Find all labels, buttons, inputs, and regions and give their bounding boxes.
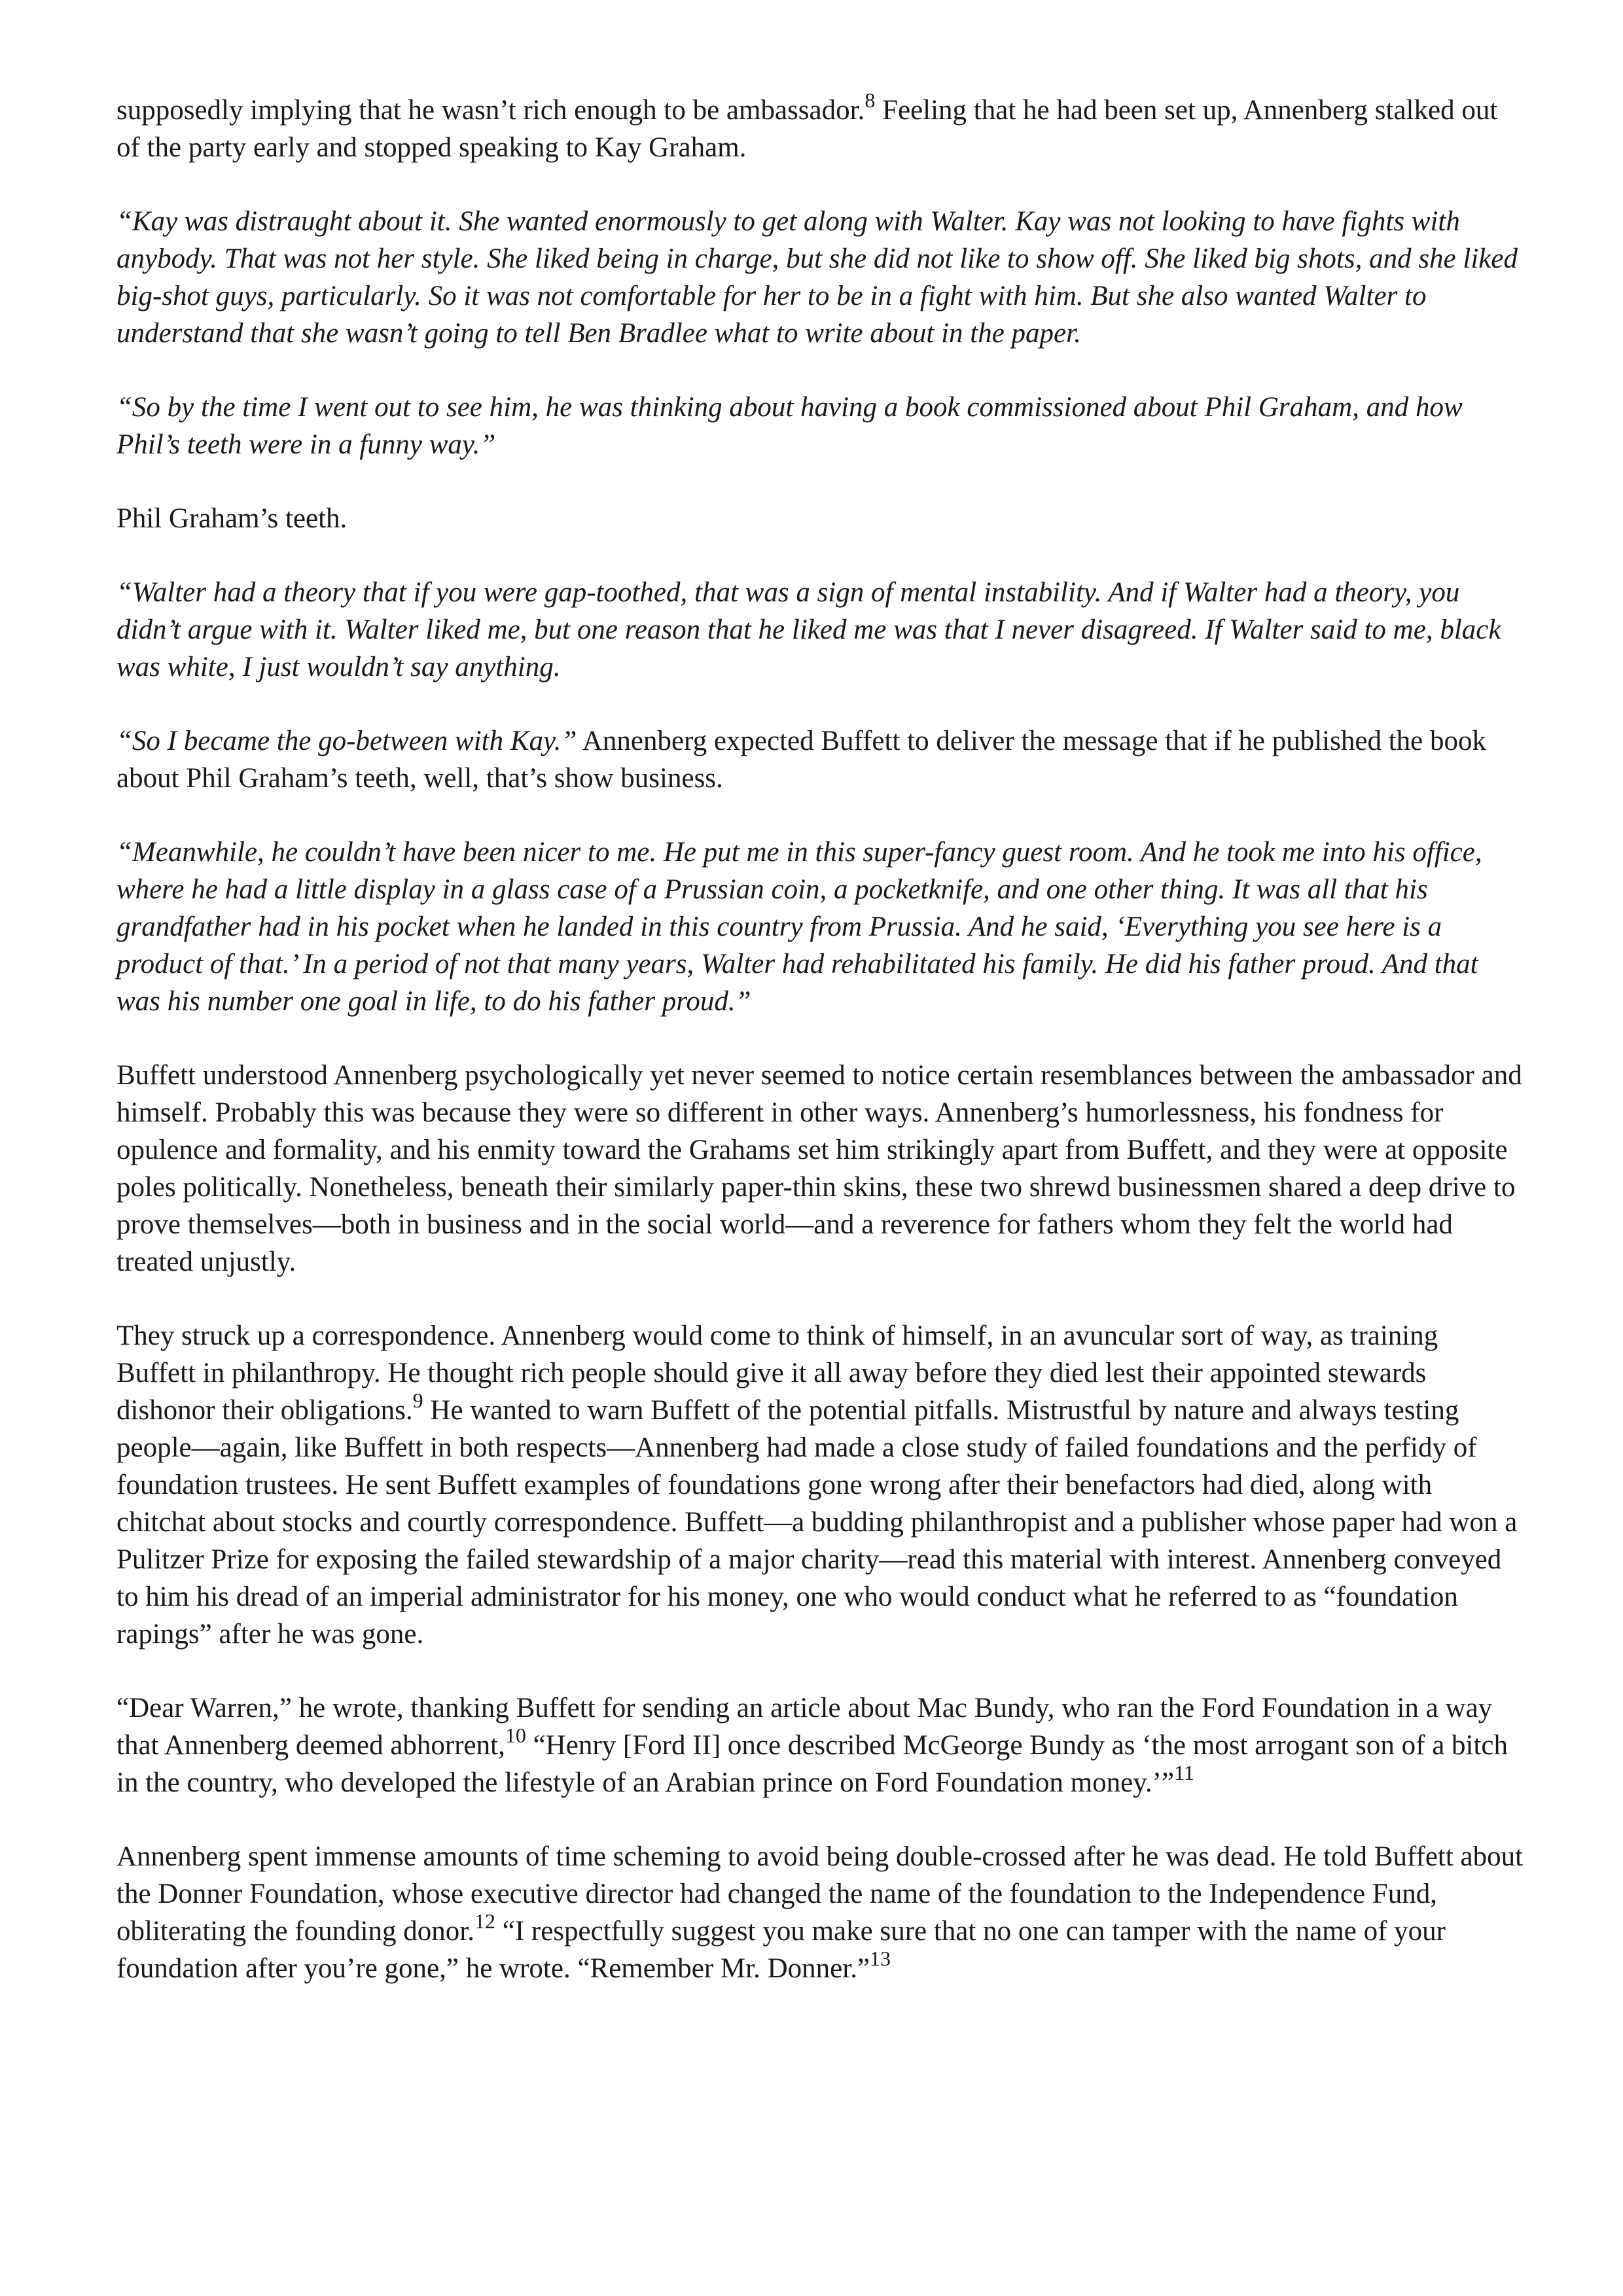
text-run: They struck up a correspondence. Annenberg would come to think of himself, in an avuncular sort of way, as training Buffett in philanthropy. He thought rich people should give it all away before they died lest their appointed stewards dishonor their obligations.	[116, 1320, 1438, 1426]
text-run: Buffett understood Annenberg psychologically yet never seemed to notice certain resemblances between the ambassador and himself. Probably this was because they were so different in other ways. Annenberg’s humorlessness, his fondness for opulence and formality, and his enmity toward the Grahams set him strikingly apart from Buffett, and they were at opposite poles politically. Nonetheless, beneath their similarly paper-thin skins, these two shrewd businessmen shared a deep drive to prove themselves—both in business and in the social world—and a reverence for fathers whom they felt the world had treated unjustly.	[116, 1060, 1522, 1277]
body-paragraph	[116, 500, 1524, 537]
text-run: “Meanwhile, he couldn’t have been nicer to me. He put me in this super-fancy guest room. And he took me into his office, where he had a little display in a glass case of a Prussian coin, a pocketknife, and one other thing. It was all that his grandfather had in his pocket when he landed in this country from Prussia. And he said, ‘Everything you see here is a product of that.’ In a period of not that many years, Walter had rehabilitated his family. He did his father proud. And that was his number one goal in life, to do his father proud.”	[116, 837, 1482, 1017]
body-paragraph	[116, 1838, 1524, 1987]
text-run: “Kay was distraught about it. She wanted enormously to get along with Walter. Kay was not looking to have fights with anybody. That was not her style. She liked being in charge, but she did not like to show off. She liked big shots, and she liked big-shot guys, particularly. So it was not comfortable for her to be in a fight with him. But she also wanted Walter to understand that she wasn’t going to tell Ben Bradlee what to write about in the paper.	[116, 206, 1518, 349]
footnote-marker: 13	[870, 1947, 891, 1970]
text-run: “So I became the go-between with Kay.”	[116, 726, 577, 756]
body-paragraph	[116, 1057, 1524, 1280]
body-paragraph	[116, 88, 1524, 166]
body-paragraph	[116, 203, 1524, 352]
text-run: Annenberg expected Buffett to deliver the message that if he published the book about Phil Graham’s teeth, well, that’s show business.	[116, 726, 1486, 794]
body-paragraph	[116, 1689, 1524, 1801]
body-paragraph	[116, 834, 1524, 1020]
text-run: Feeling that he had been set up, Annenberg stalked out of the party early and stopped speaking to Kay Graham.	[116, 95, 1498, 163]
body-paragraph	[116, 574, 1524, 686]
text-run: “I respectfully suggest you make sure that no one can tamper with the name of your foundation after you’re gone,” he wrote. “Remember Mr. Donner.”	[116, 1916, 1446, 1984]
text-run: He wanted to warn Buffett of the potential pitfalls. Mistrustful by nature and always testing people—again, like Buffett in both respects—Annenberg had made a close study of failed foundations and the perfidy of foundation trustees. He sent Buffett examples of foundations gone wrong after their benefactors had died, along with chitchat about stocks and courtly correspondence. Buffett—a budding philanthropist and a publisher whose paper had won a Pulitzer Prize for exposing the failed stewardship of a major charity—read this material with interest. Annenberg conveyed to him his dread of an imperial administrator for his money, one who would conduct what he referred to as “foundation rapings” after he was gone.	[116, 1395, 1518, 1650]
text-run: “Henry [Ford II] once described McGeorge Bundy as ‘the most arrogant son of a bitch in the country, who developed the lifestyle of an Arabian prince on Ford Foundation money.’”	[116, 1730, 1508, 1798]
footnote-marker: 8	[865, 88, 876, 112]
body-paragraph	[116, 1317, 1524, 1653]
text-run: “Walter had a theory that if you were gap-toothed, that was a sign of mental instability. And if Walter had a theory, you didn’t argue with it. Walter liked me, but one reason that he liked me was that I never disagreed. If Walter said to me, black was white, I just wouldn’t say anything.	[116, 577, 1501, 682]
text-run: supposedly implying that he wasn’t rich enough to be ambassador.	[116, 95, 865, 126]
footnote-marker: 10	[505, 1723, 526, 1747]
body-paragraph	[116, 389, 1524, 463]
text-run: “Dear Warren,” he wrote, thanking Buffett for sending an article about Mac Bundy, who ran the Ford Foundation in a way that Annenberg deemed abhorrent,	[116, 1693, 1493, 1761]
text-run: Annenberg spent immense amounts of time scheming to avoid being double-crossed after he was dead. He told Buffett about the Donner Foundation, whose executive director had changed the name of the foundation to the Independence Fund, obliterating the founding donor.	[116, 1841, 1524, 1947]
document-page	[116, 88, 1524, 2024]
footnote-marker: 9	[412, 1388, 423, 1412]
footnote-marker: 12	[474, 1909, 495, 1933]
text-run: “So by the time I went out to see him, he was thinking about having a book commissioned about Phil Graham, and how Phil’s teeth were in a funny way.”	[116, 392, 1463, 460]
body-paragraph	[116, 722, 1524, 797]
footnote-marker: 11	[1174, 1761, 1194, 1784]
text-run: Phil Graham’s teeth.	[116, 503, 348, 534]
